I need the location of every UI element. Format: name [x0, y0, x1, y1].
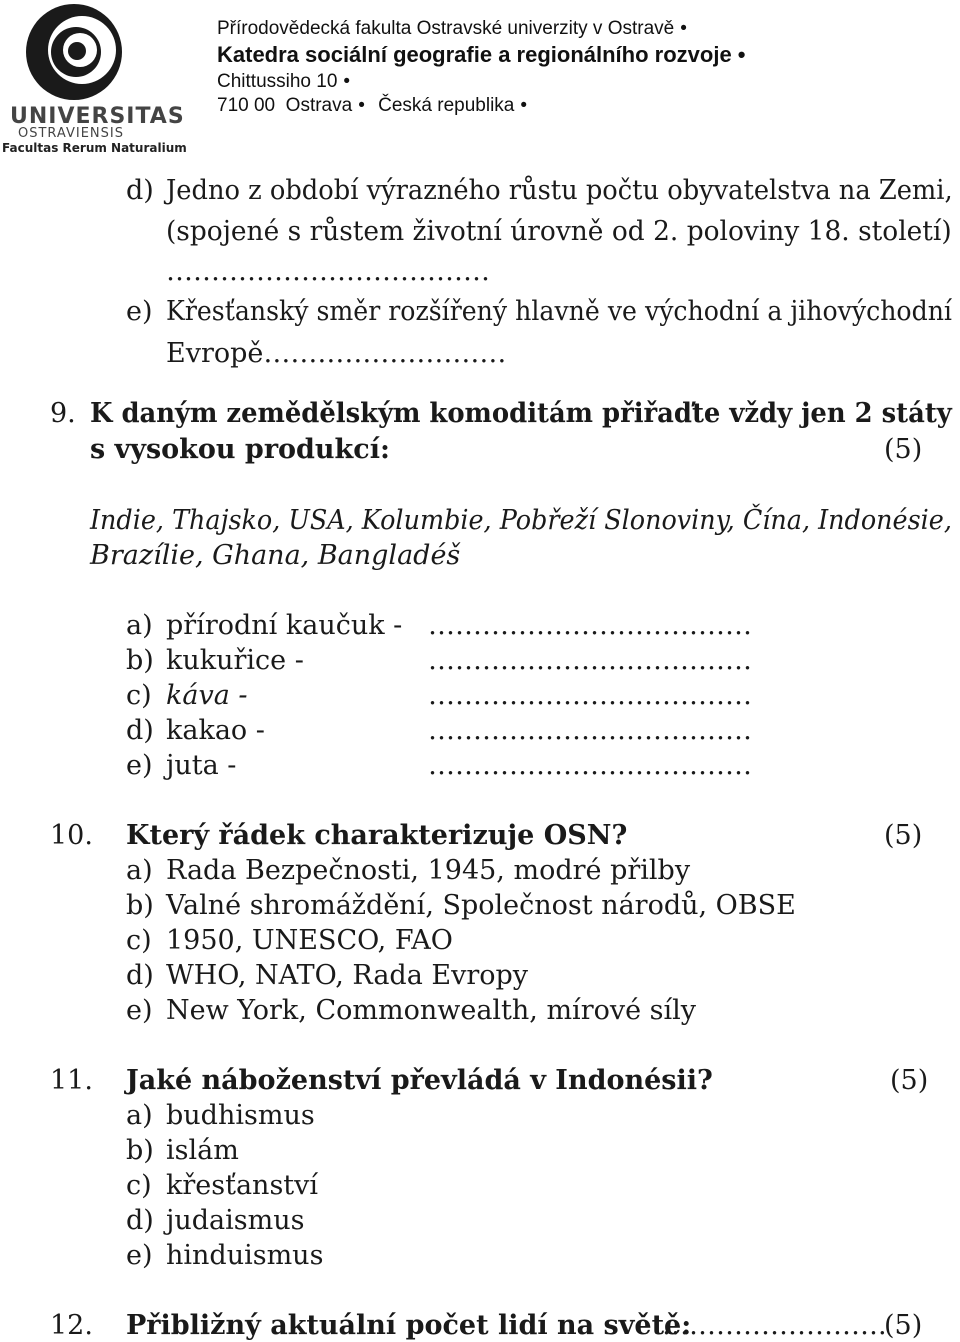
option-text: (spojené s růstem životní úrovně od 2. poloviny 18. století) [166, 216, 952, 247]
option-label: d) [126, 1205, 154, 1236]
answer-blank: ……………………………… [428, 680, 752, 711]
question-title: Jaké náboženství převládá v Indonésii? [126, 1065, 713, 1096]
question-points: (5) [890, 1065, 929, 1096]
list-item: d) kakao - ……………………………… [126, 715, 752, 746]
list-item: c) káva - ……………………………… [126, 680, 752, 711]
question-number: 12. [50, 1310, 93, 1341]
question-title: s vysokou produkcí: [90, 434, 390, 465]
answer-blank: ……………………………… [166, 256, 490, 287]
option-text: Valné shromáždění, Společnost národů, OBSE [166, 890, 796, 921]
option-label: a) [126, 1100, 153, 1131]
option-text: WHO, NATO, Rada Evropy [166, 960, 529, 991]
question-title: Přibližný aktuální počet lidí na světě: [126, 1310, 692, 1341]
option-label: a) [126, 855, 153, 886]
city-line: 710 00 Ostrava • Česká republika • [217, 95, 528, 116]
answer-blank: ……………………………… [428, 610, 752, 641]
question-points: (5) [884, 434, 923, 465]
question-number: 11. [50, 1065, 93, 1096]
option-text: Evropě……………………… [166, 338, 507, 369]
option-text: budhismus [166, 1100, 315, 1131]
question-number: 10. [50, 820, 93, 851]
option-label: d) [126, 175, 154, 206]
logo-wordmark: UNIVERSITAS [10, 104, 185, 129]
option-text: hinduismus [166, 1240, 324, 1271]
option-label: e) [126, 296, 153, 327]
answer-blank: ……………………………… [428, 645, 752, 676]
option-text: 1950, UNESCO, FAO [166, 925, 453, 956]
country-list: Indie, Thajsko, USA, Kolumbie, Pobřeží Slonoviny, Čína, Indonésie, [90, 505, 952, 536]
country-list: Brazílie, Ghana, Bangladéš [90, 540, 461, 571]
answer-blank: ……………………………… [428, 750, 752, 781]
faculty-line: Přírodovědecká fakulta Ostravské univerzity v Ostravě • [217, 18, 687, 39]
option-label: c) [126, 925, 152, 956]
logo-faculty: Facultas Rerum Naturalium [2, 141, 187, 155]
option-label: e) [126, 995, 153, 1026]
list-item: a) přírodní kaučuk - ……………………………… [126, 610, 752, 641]
street-line: Chittussiho 10 • [217, 71, 351, 92]
answer-blank: ……………………………… [428, 715, 752, 746]
list-item: b) kukuřice - ……………………………… [126, 645, 752, 676]
question-title: Který řádek charakterizuje OSN? [126, 820, 628, 851]
option-label: e) [126, 1240, 153, 1271]
question-points: (5) [884, 1310, 923, 1341]
option-label: c) [126, 1170, 152, 1201]
question-number: 9. [50, 398, 76, 429]
option-label: b) [126, 1135, 154, 1166]
question-title: K daným zemědělským komoditám přiřaďte vždy jen 2 státy [90, 398, 952, 429]
answer-blank: ……………………. [662, 1310, 887, 1341]
question-points: (5) [884, 820, 923, 851]
department-line: Katedra sociální geografie a regionálního rozvoje • [217, 42, 746, 67]
option-text: Křesťanský směr rozšířený hlavně ve východní a jihovýchodní [166, 296, 952, 327]
option-text: islám [166, 1135, 239, 1166]
option-label: b) [126, 890, 154, 921]
logo-subtitle: OSTRAVIENSIS [18, 126, 124, 141]
option-text: New York, Commonwealth, mírové síly [166, 995, 697, 1026]
option-text: Jedno z období výrazného růstu počtu obyvatelstva na Zemi, [166, 175, 953, 206]
list-item: e) juta - ……………………………… [126, 750, 752, 781]
option-text: Rada Bezpečnosti, 1945, modré přilby [166, 855, 691, 886]
option-text: křesťanství [166, 1170, 319, 1201]
option-label: d) [126, 960, 154, 991]
option-text: judaismus [166, 1205, 305, 1236]
